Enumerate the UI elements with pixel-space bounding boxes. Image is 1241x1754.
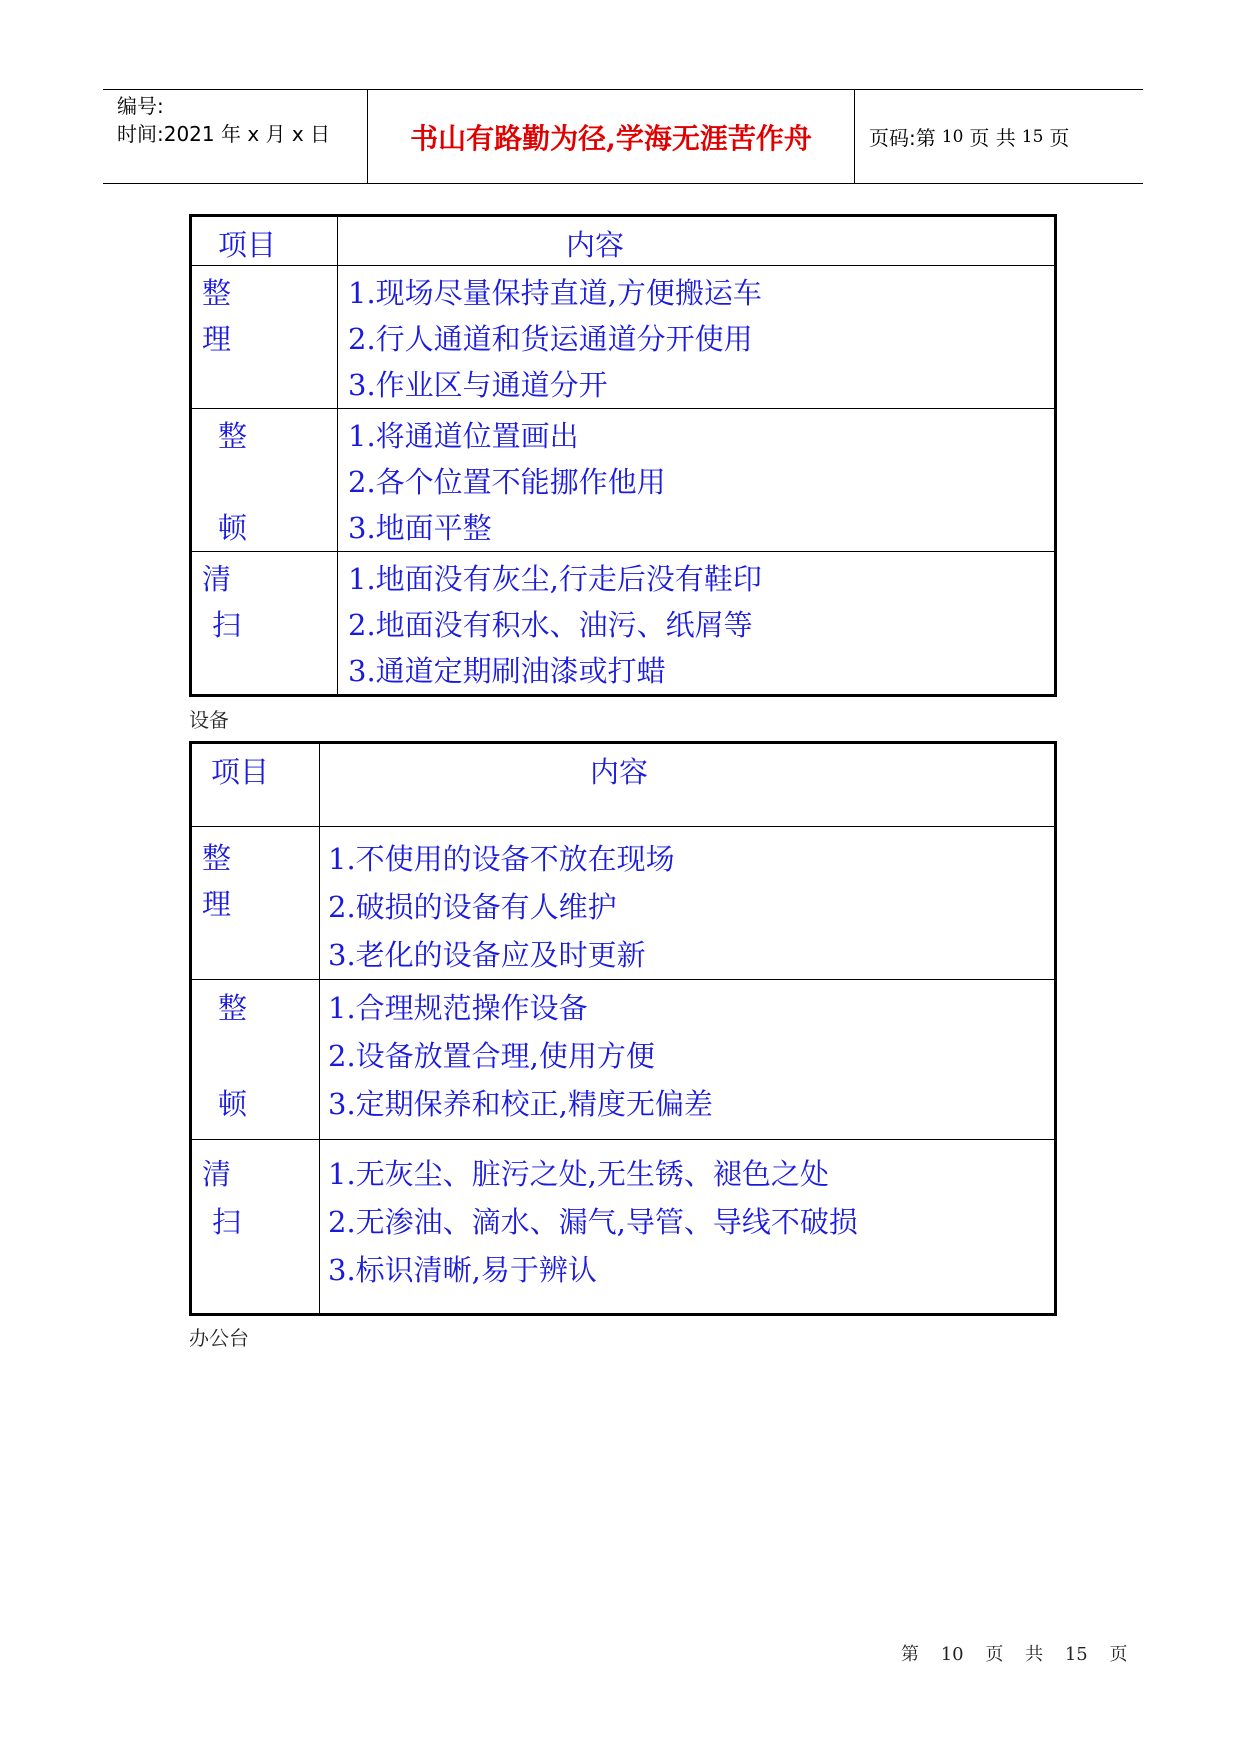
label-char: 整 <box>218 419 248 453</box>
page-current: 10 <box>941 126 964 147</box>
content-line: 2.设备放置合理,使用方便 <box>328 1039 655 1073</box>
footer-current-page: 10 <box>940 1644 964 1665</box>
content-line: 3.地面平整 <box>348 511 492 545</box>
row-label <box>191 827 320 980</box>
header-motto: 书山有路勤为径,学海无涯苦作舟 <box>368 90 855 183</box>
column-header-content: 内容 <box>320 743 1056 827</box>
section-caption-desk: 办公台 <box>189 1326 249 1350</box>
label-char: 顿 <box>218 511 248 545</box>
footer-mid1: 页 <box>985 1644 1004 1665</box>
label-char: 清 <box>202 562 232 596</box>
column-header-item: 项目 <box>191 216 338 266</box>
content-line: 2.行人通道和货运通道分开使用 <box>348 322 753 356</box>
content-line: 2.破损的设备有人维护 <box>328 890 617 924</box>
row-label <box>191 1140 320 1315</box>
label-spacer <box>218 1032 319 1080</box>
content-line: 2.各个位置不能挪作他用 <box>348 465 666 499</box>
row-content <box>320 980 1056 1140</box>
page-mid: 页 共 <box>969 126 1016 150</box>
label-char: 扫 <box>212 608 242 642</box>
page-suffix: 页 <box>1049 126 1070 150</box>
page-prefix: 页码:第 <box>869 126 936 150</box>
table-row <box>191 266 1056 409</box>
label-char: 整 <box>202 841 232 875</box>
table-row <box>191 980 1056 1140</box>
label-char: 顿 <box>218 1087 248 1121</box>
page-footer <box>901 1640 1139 1666</box>
section-caption-equipment: 设备 <box>189 708 229 732</box>
content-line: 3.定期保养和校正,精度无偏差 <box>328 1087 713 1121</box>
label-char: 整 <box>218 991 248 1025</box>
label-char: 理 <box>202 887 232 921</box>
content-line: 3.老化的设备应及时更新 <box>328 938 646 972</box>
equipment-5s-table <box>189 741 1057 1316</box>
row-content <box>338 552 1056 696</box>
passage-5s-table <box>189 214 1057 697</box>
table-row <box>191 827 1056 980</box>
header-meta <box>103 90 368 183</box>
content-line: 1.地面没有灰尘,行走后没有鞋印 <box>348 562 762 596</box>
content-line: 3.标识清晰,易于辨认 <box>328 1253 597 1287</box>
row-content <box>320 1140 1056 1315</box>
content-line: 1.现场尽量保持直道,方便搬运车 <box>348 276 762 310</box>
label-char: 清 <box>202 1157 232 1191</box>
table-row <box>191 409 1056 552</box>
row-label <box>191 409 338 552</box>
column-header-item: 项目 <box>191 743 320 827</box>
content-line: 3.通道定期刷油漆或打蜡 <box>348 654 666 688</box>
label-spacer <box>218 459 337 505</box>
table-row <box>191 552 1056 696</box>
page-total: 15 <box>1021 126 1044 147</box>
content-line: 2.地面没有积水、油污、纸屑等 <box>348 608 753 642</box>
content-line: 3.作业区与通道分开 <box>348 368 608 402</box>
page-header <box>103 89 1143 184</box>
document-date: 时间:2021 年 x 月 x 日 <box>117 122 331 146</box>
row-content <box>338 409 1056 552</box>
table-header-row <box>191 216 1056 266</box>
row-label <box>191 980 320 1140</box>
content-line: 2.无渗油、滴水、漏气,导管、导线不破损 <box>328 1205 858 1239</box>
header-page-info <box>855 90 1143 183</box>
table-row <box>191 1140 1056 1315</box>
column-header-content: 内容 <box>338 216 1056 266</box>
label-char: 扫 <box>212 1205 242 1239</box>
content-line: 1.合理规范操作设备 <box>328 991 588 1025</box>
row-label <box>191 266 338 409</box>
row-content <box>338 266 1056 409</box>
footer-mid2: 共 <box>1025 1644 1044 1665</box>
row-label <box>191 552 338 696</box>
footer-total-pages: 15 <box>1064 1644 1088 1665</box>
footer-suffix: 页 <box>1109 1644 1128 1665</box>
footer-prefix: 第 <box>901 1644 919 1665</box>
row-content <box>320 827 1056 980</box>
content-line: 1.不使用的设备不放在现场 <box>328 842 675 876</box>
label-char: 理 <box>202 322 232 356</box>
label-char: 整 <box>202 276 232 310</box>
content-line: 1.将通道位置画出 <box>348 419 579 453</box>
content-line: 1.无灰尘、脏污之处,无生锈、褪色之处 <box>328 1157 829 1191</box>
table-header-row <box>191 743 1056 827</box>
document-number-label: 编号: <box>117 94 164 118</box>
